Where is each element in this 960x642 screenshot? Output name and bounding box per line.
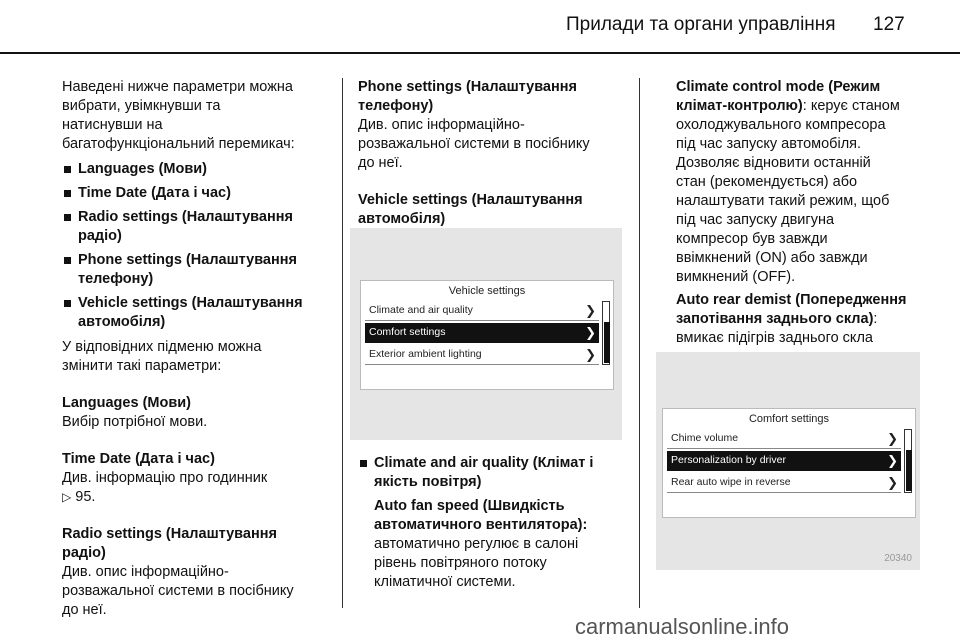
phone-text: Див. опис інформаційно-: [358, 117, 525, 133]
autofan-heading: Auto fan speed (Швидкість автоматичного вентилятора):: [374, 498, 588, 533]
column-2-lower: [358, 454, 630, 592]
vehicle-settings-figure: [350, 228, 622, 440]
menu-item-exterior-lighting[interactable]: Exterior ambient lighting ❯: [365, 345, 599, 365]
header-divider: [0, 52, 960, 54]
autofan-text: автоматично регулює в салоні: [374, 536, 579, 552]
menu-list: [62, 160, 334, 332]
figure-code: 20340: [884, 553, 912, 564]
chevron-right-icon: ❯: [585, 303, 596, 318]
vehicle-settings-screen: [360, 280, 614, 390]
ccm-text: Дозволяє відновити останній: [676, 155, 871, 171]
radio-text: Див. опис інформаційно-: [62, 564, 229, 580]
list-item: Phone settings (Налаштування телефону): [62, 251, 334, 289]
chevron-right-icon: ❯: [585, 325, 596, 340]
intro-line: натиснувши на: [62, 117, 163, 133]
list-item: Languages (Мови): [62, 160, 334, 179]
bullet-icon: [64, 300, 71, 307]
arrow-ref-icon: ▷: [62, 490, 72, 504]
radio-heading: Radio settings (Налаштування радіо): [62, 526, 277, 561]
chevron-right-icon: ❯: [887, 431, 898, 446]
ccm-text: ввімкнений (ON) або завжди: [676, 250, 868, 266]
menu-item-chime-volume[interactable]: Chime volume ❯: [667, 429, 901, 449]
time-date-reference[interactable]: ▷ 95.: [62, 489, 96, 505]
comfort-settings-screen: [662, 408, 916, 518]
column-2: [358, 78, 630, 229]
ccm-text: під час запуску автомобіля.: [676, 136, 862, 152]
page-title: Прилади та органи управління: [566, 14, 836, 35]
ccm-text: налаштувати такий режим, щоб: [676, 193, 890, 209]
screen-title: Comfort settings: [748, 413, 830, 425]
list-item: Climate and air quality (Клімат і якість повітря): [358, 454, 630, 492]
intro-line: Наведені нижче параметри можна: [62, 79, 293, 95]
ccm-text: вимкнений (OFF).: [676, 269, 796, 285]
climate-list: [358, 454, 630, 492]
languages-heading: Languages (Мови): [62, 395, 191, 411]
bullet-icon: [64, 166, 71, 173]
time-date-text: Див. інформацію про годинник: [62, 470, 268, 486]
autofan-text: кліматичної системи.: [374, 574, 516, 590]
bullet-icon: [64, 257, 71, 264]
scrollbar-thumb[interactable]: [604, 322, 610, 363]
list-item: Time Date (Дата і час): [62, 184, 334, 203]
list-item: Radio settings (Налаштування радіо): [62, 208, 334, 246]
phone-text: розважальної системи в посібнику: [358, 136, 590, 152]
screen-title: Vehicle settings: [448, 285, 526, 297]
bullet-icon: [64, 214, 71, 221]
radio-text: розважальної системи в посібнику: [62, 583, 294, 599]
list-item: Vehicle settings (Налаштування автомобіля): [62, 294, 334, 332]
watermark: carmanualsonline.info: [575, 614, 790, 639]
menu-item-comfort-selected[interactable]: Comfort settings ❯: [365, 323, 599, 343]
comfort-settings-figure: [656, 352, 920, 570]
ccm-text: охолоджувального компресора: [676, 117, 886, 133]
page-number: 127: [873, 14, 905, 35]
column-divider: [639, 78, 640, 608]
chevron-right-icon: ❯: [887, 453, 898, 468]
time-date-heading: Time Date (Дата і час): [62, 451, 215, 467]
menu-item-personalization-selected[interactable]: Personalization by driver ❯: [667, 451, 901, 471]
paragraph-line: змінити такі параметри:: [62, 358, 222, 374]
rear-demist-heading: Auto rear demist (Попередження запотівання заднього скла):: [676, 292, 907, 327]
autofan-text: рівень повітряного потоку: [374, 555, 547, 571]
menu-item-climate[interactable]: Climate and air quality ❯: [365, 301, 599, 321]
bullet-icon: [64, 190, 71, 197]
paragraph-line: У відповідних підменю можна: [62, 339, 262, 355]
autofan-block: [358, 497, 630, 592]
column-3: [676, 78, 946, 367]
chevron-right-icon: ❯: [887, 475, 898, 490]
column-divider: [342, 78, 343, 608]
ccm-text: стан (рекомендується) або: [676, 174, 858, 190]
intro-line: багатофункціональний перемикач:: [62, 136, 295, 152]
ccm-text: під час запуску двигуна: [676, 212, 835, 228]
menu-item-rear-auto-wipe[interactable]: Rear auto wipe in reverse ❯: [667, 473, 901, 493]
phone-heading: Phone settings (Налаштування телефону): [358, 79, 577, 114]
climate-control-mode-para: Climate control mode (Режим клімат-контролю): керує станом: [676, 79, 900, 114]
intro-line: вибрати, увімкнувши та: [62, 98, 221, 114]
radio-text: до неї.: [62, 602, 107, 618]
languages-text: Вибір потрібної мови.: [62, 414, 208, 430]
phone-text: до неї.: [358, 155, 403, 171]
scrollbar-thumb[interactable]: [906, 450, 912, 491]
bullet-icon: [360, 460, 367, 467]
rear-demist-text: вмикає підігрів заднього скла: [676, 330, 873, 346]
ccm-text: компресор був завжди: [676, 231, 828, 247]
column-1: [62, 78, 334, 620]
chevron-right-icon: ❯: [585, 347, 596, 362]
vehicle-heading: Vehicle settings (Налаштування автомобіля): [358, 192, 583, 227]
